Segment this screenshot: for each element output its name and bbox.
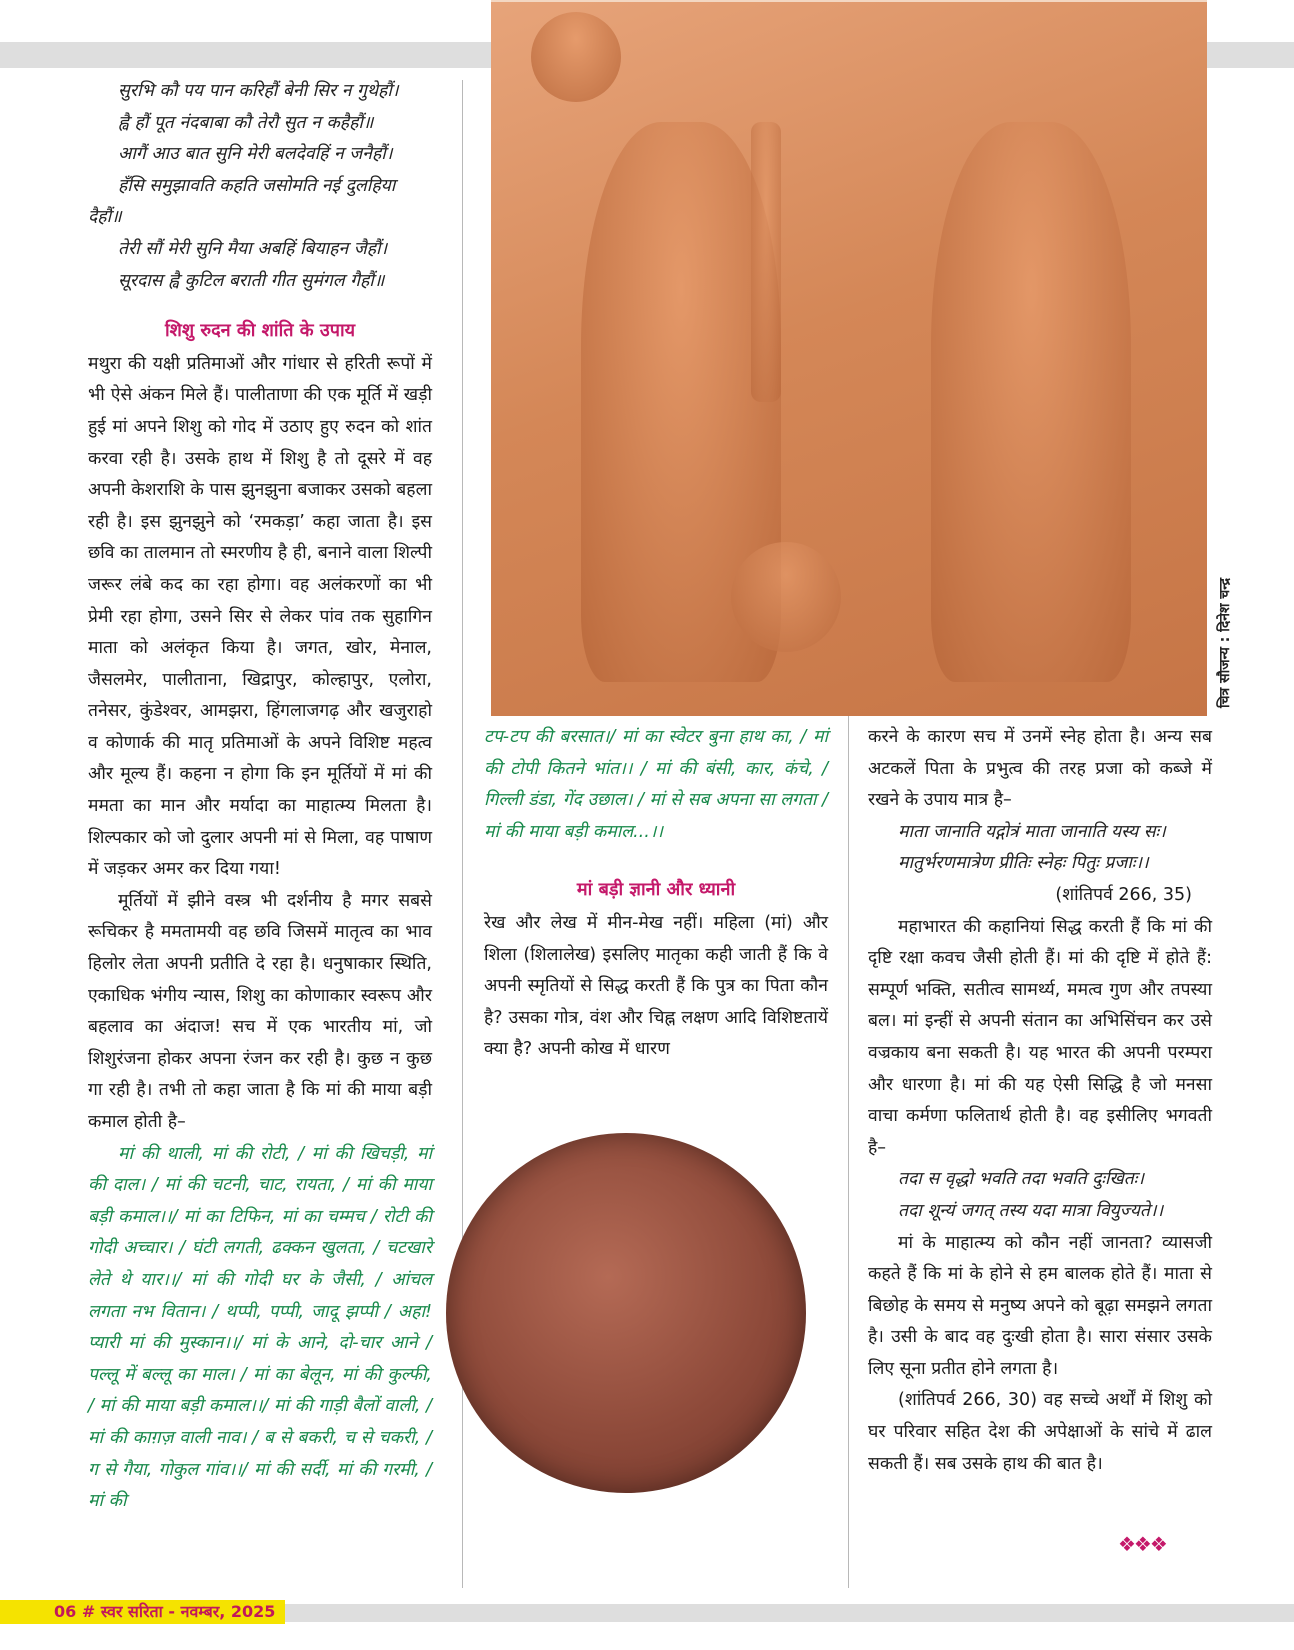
reference: (शांतिपर्व 266, 35) [1055, 884, 1192, 905]
end-ornament: ❖❖❖ [1118, 1532, 1166, 1556]
column-middle [484, 722, 828, 1066]
song-text [88, 1139, 432, 1518]
verse-line: आगैं आउ बात सुनि मेरी बलदेवहिं न जनैहौं। [118, 144, 393, 165]
verse-line: ह्वै हौं पूत नंदबाबा कौ तेरौ सुत न कहैहौं॥ [118, 112, 374, 133]
surdas-verse [88, 76, 432, 297]
paragraph: मां के माहात्म्य को कौन नहीं जानता? व्यासजी कहते हैं कि मां के होने से हम बालक होते हैं। माता से बिछोह के समय से मनुष्य अपने को बूढ़ा समझने लगता है। उसी के बाद वह दुःखी होता है। सारा संसार उसके लिए सूना प्रतीत होने लगता है। [868, 1232, 1212, 1379]
section-heading: मां बड़ी ज्ञानी और ध्यानी [576, 879, 736, 901]
verse-line: हँसि समुझावति कहति जसोमति नई दुलहिया [118, 175, 396, 196]
verse-line: दैहौं॥ [88, 207, 122, 228]
verse-line: सूरदास ह्वै कुटिल बराती गीत सुमंगल गैहौं॥ [118, 270, 385, 291]
verse-line: सुरभि कौ पय पान करिहौं बेनी सिर न गुथेहौं। [118, 81, 399, 101]
paragraph: (शांतिपर्व 266, 30) वह सच्चे अर्थों में शिशु को घर परिवार सहित देश की अपेक्षाओं के सांचे में ढाल सकती हैं। सब उसके हाथ की बात है। [868, 1390, 1212, 1474]
song-text [484, 722, 828, 848]
paragraph: मूर्तियों में झीने वस्त्र भी दर्शनीय है मगर सबसे रूचिकर है ममतामयी वह छवि जिसमें मातृत्व का भाव हिलोर लेता अपनी प्रतीति दे रहा है। धनुषाकार स्थिति, एकाधिक भंगीय न्यास, शिशु का कोणाकार स्वरूप और बहलाव का अंदाज! सच में एक भारतीय मां, जो शिशुरंजना होकर अपना रंजन कर रही है। कुछ न कुछ गा रही है। तभी तो कहा जाता है कि मां की माया बड़ी कमाल होती है– [88, 890, 432, 1132]
paragraph: रेख और लेख में मीन-मेख नहीं। महिला (मां) और शिला (शिलालेख) इसलिए मातृका कही जाती हैं कि वे अपनी स्मृतियों से सिद्ध करती हैं कि पुत्र का पिता कौन है? उसका गोत्र, वंश और चिह्न लक्षण आदि विशिष्टतायें क्या है? अपनी कोख में धारण [484, 912, 828, 1060]
shloka-line: मातुर्भरणमात्रेण प्रीतिः स्नेहः पितुः प्रजाः।। [898, 853, 1149, 874]
column-right [868, 722, 1212, 1480]
shloka-line: तदा शून्यं जगत् तस्य यदा मात्रा वियुज्यते।। [898, 1200, 1164, 1221]
verse-line: तेरी सौं मेरी सुनि मैया अबहिं बियाहन जैहौं। [118, 238, 388, 259]
paragraph: महाभारत की कहानियां सिद्ध करती हैं कि मां की दृष्टि रक्षा कवच जैसी होती हैं। मां की दृष्टि में होते हैं: सम्पूर्ण भक्ति, सतीत्व सामर्थ्य, ममत्व गुण और तपस्या बल। मां इन्हीं से अपनी संतान का अभिसिंचन कर उसे वज्रकाय बना सकती है। यह भारत की अपनी परम्परा और धारणा है। मां की यह ऐसी सिद्धि है जो मनसा वाचा कर्मणा फलितार्थ होती है। वह इसीलिए भगवती है– [868, 916, 1212, 1158]
paragraph: करने के कारण सच में उनमें स्नेह होता है। अन्य सब अटकलें पिता के प्रभुत्व की तरह प्रजा को कब्जे में रखने के उपाय मात्र है– [868, 727, 1212, 811]
shloka-line: माता जानाति यद्गोत्रं माता जानाति यस्य सः। [898, 821, 1166, 842]
relief-medallion-photo [446, 1133, 806, 1493]
shloka-line: तदा स वृद्धो भवति तदा भवति दुःखितः। [898, 1169, 1144, 1190]
terracotta-relief-photo [491, 0, 1207, 716]
column-left [88, 76, 432, 1518]
page-footer: 06 # स्वर सरिता - नवम्बर, 2025 [0, 1600, 285, 1624]
photo-credit: चित्र सौजन्य : दिनेश चन्द्र [1217, 577, 1233, 708]
paragraph: मथुरा की यक्षी प्रतिमाओं और गांधार से हरिती रूपों में भी ऐसे अंकन मिले हैं। पालीताणा की एक मूर्ति में खड़ी हुई मां अपने शिशु को गोद में उठाए हुए रुदन को शांत करवा रही है। उसके हाथ में शिशु है तो दूसरे में वह अपनी केशराशि के पास झुनझुना बजाकर उसको बहला रही है। इस झुनझुने को ‘रमकड़ा’ कहा जाता है। इस छवि का तालमान तो स्मरणीय है ही, बनाने वाला शिल्पी जरूर लंबे कद का रहा होगा। वह अलंकरणों का भी प्रेमी रहा होगा, उसने सिर से लेकर पांव तक सुहागिन माता को अलंकृत किया है। जगत, खोर, मेनाल, जैसलमेर, पालीताना, खिद्रापुर, कोल्हापुर, एलोरा, तनेसर, कुंडेश्वर, आमझरा, हिंगलाजगढ़ और खजुराहो व कोणार्क की मातृ प्रतिमाओं के अपने विशिष्ट महत्व और मूल्य हैं। कहना न होगा कि इन मूर्तियों में मां की ममता का मान और मर्यादा का माहात्म्य मिलता है। शिल्पकार को जो दुलार अपनी मां से मिला, वह पाषाण में जड़कर अमर कर दिया गया! [88, 353, 432, 880]
song-lines: मां की थाली, मां की रोटी, / मां की खिचड़ी, मां की दाल। / मां की चटनी, चाट, रायता, / मां की माया बड़ी कमाल।।/ मां का टिफिन, मां का चम्मच / रोटी की गोदी अच्चार। / घंटी लगती, ढक्कन खुलता, / चटखारे लेते थे यार।।/ मां की गोदी घर के जैसी, / आंचल लगता नभ वितान। / थप्पी, पप्पी, जादू झप्पी / अहा! प्यारी मां की मुस्कान।।/ मां के आने, दो-चार आने / पल्लू में बल्लू का माल। / मां का बेलून, मां की कुल्फी, / मां की माया बड़ी कमाल।।/ मां की गाड़ी बैलों वाली, / मां की काग़ज़ वाली नाव। / ब से बकरी, च से चकरी, / ग से गैया, गोकुल गांव।।/ मां की सर्दी, मां की गरमी, / मां की [88, 1143, 432, 1512]
column-divider [848, 716, 849, 1588]
song-lines: टप-टप की बरसात।/ मां का स्वेटर बुना हाथ का, / मां की टोपी कितने भांत।। / मां की बंसी, कार, कंचे, / गिल्ली डंडा, गेंद उछाल। / मां से सब अपना सा लगता / मां की माया बड़ी कमाल...।। [484, 727, 828, 842]
section-heading: शिशु रुदन की शांति के उपाय [164, 320, 356, 342]
